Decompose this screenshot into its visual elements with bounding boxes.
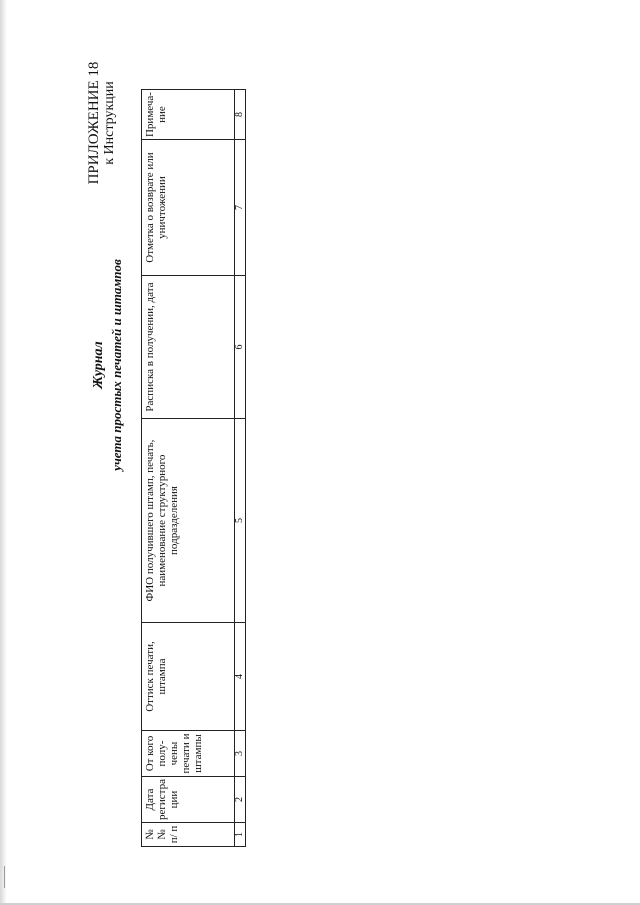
column-header-stamp-imprint: Оттиск печати, штампа: [142, 623, 235, 731]
appendix-reference: к Инструкции: [102, 81, 117, 165]
column-header-note: Примеча- ние: [142, 90, 235, 140]
column-number: 6: [235, 276, 246, 419]
title-journal: Журнал: [91, 341, 106, 389]
table-number-row: [235, 90, 246, 847]
column-header-number: № № п/ п: [142, 823, 235, 847]
journal-table: [141, 89, 246, 847]
document-title: [90, 205, 126, 525]
column-number: 1: [235, 823, 246, 847]
column-number: 3: [235, 731, 246, 777]
column-number: 2: [235, 777, 246, 823]
column-header-registration-date: Дата регистра ции: [142, 777, 235, 823]
column-number: 8: [235, 90, 246, 140]
title-subject: учета простых печатей и штампов: [109, 259, 124, 471]
column-header-recipient-name: ФИО получившего штамп, печать, наименование структурного подразделения: [142, 419, 235, 623]
table-header-row: [142, 90, 235, 847]
column-header-received-from: От кого полу- чены печати и штампы: [142, 731, 235, 777]
column-number: 4: [235, 623, 246, 731]
column-header-return-mark: Отметка о возврате или уничтожении: [142, 140, 235, 276]
appendix-label: [86, 33, 118, 213]
column-number: 5: [235, 419, 246, 623]
column-header-receipt-signature: Расписка в получении, дата: [142, 276, 235, 419]
column-number: 7: [235, 140, 246, 276]
appendix-number: ПРИЛОЖЕНИЕ 18: [86, 61, 102, 185]
